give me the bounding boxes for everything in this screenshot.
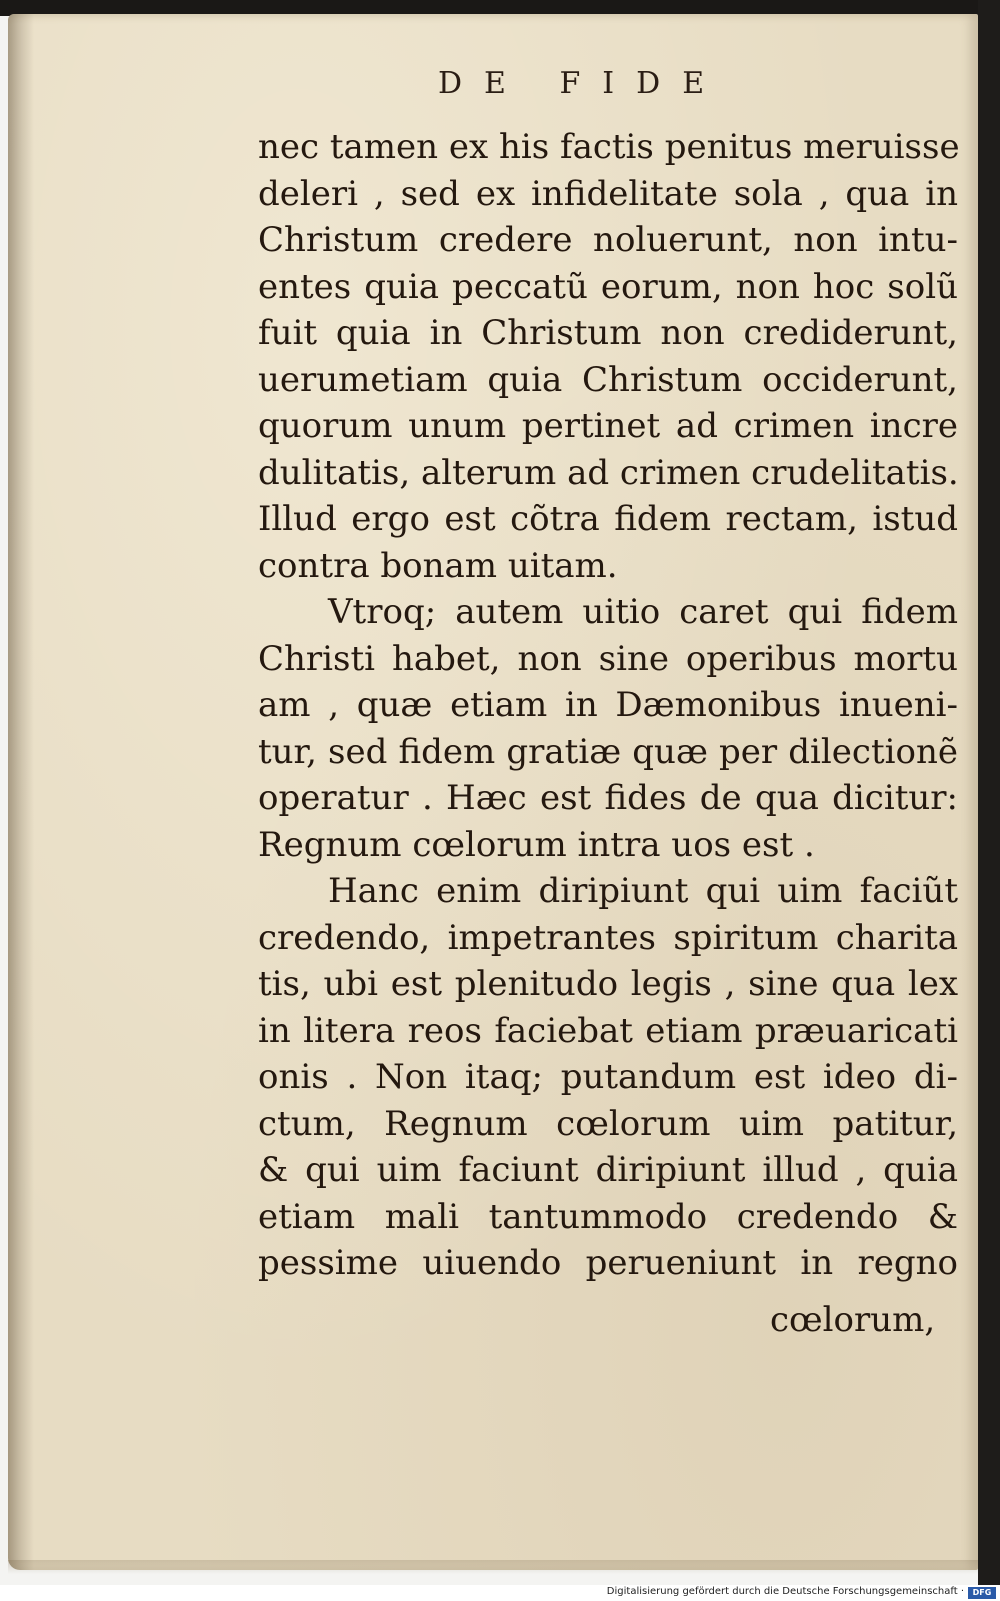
- catchword: cœlorum,: [770, 1300, 936, 1340]
- text-line: dulitatis, alterum ad crimen crudelitatis.: [258, 452, 959, 493]
- text-line: onis . Non itaq; putandum est ideo di-: [258, 1057, 958, 1097]
- body-text: [258, 124, 958, 1287]
- text-line: etiam mali tantummodo credendo &: [258, 1196, 958, 1237]
- text-line: quorum unum pertinet ad crimen incre: [258, 406, 958, 446]
- text-line: uerumetiam quia Christum occiderunt,: [258, 359, 958, 400]
- text-line: Christum credere noluerunt, non intu-: [258, 220, 958, 260]
- text-line: deleri , sed ex infidelitate sola , qua in: [258, 173, 958, 214]
- text-line: tur, sed fidem gratiæ quæ per dilectionẽ: [258, 731, 958, 772]
- text-line: & qui uim faciunt diripiunt illud , quia: [258, 1150, 958, 1190]
- paragraph-first-line: Hanc enim diripiunt qui uim faciũt: [328, 871, 958, 911]
- digitization-credit: Digitalisierung gefördert durch die Deutsche Forschungsgemeinschaft ·: [606, 1586, 964, 1597]
- text-line: ctum, Regnum cœlorum uim patitur,: [258, 1103, 958, 1144]
- spine-shadow: [8, 14, 34, 1570]
- text-line: credendo, impetrantes spiritum charita: [258, 917, 958, 958]
- dfg-logo: DFG: [968, 1587, 996, 1599]
- scan-right-edge: [978, 0, 1000, 1585]
- page-bottom-shadow: [8, 1560, 978, 1574]
- text-line: am , quæ etiam in Dæmonibus inueni-: [258, 685, 958, 725]
- text-line: pessime uiuendo perueniunt in regno: [258, 1243, 958, 1283]
- text-line: in litera reos faciebat etiam præuaricati: [258, 1010, 958, 1051]
- text-line: tis, ubi est plenitudo legis , sine qua lex: [258, 964, 958, 1004]
- text-line: operatur . Hæc est fides de qua dicitur:: [258, 778, 958, 818]
- paragraph-first-line: Vtroq; autem uitio caret qui fidem: [328, 592, 958, 632]
- text-line: Illud ergo est cõtra fidem rectam, istud: [258, 499, 958, 539]
- text-line: Christi habet, non sine operibus mortu: [258, 638, 958, 679]
- text-line: nec tamen ex his factis penitus meruisse: [258, 127, 960, 167]
- text-line: Regnum cœlorum intra uos est .: [258, 824, 815, 865]
- text-line: entes quia peccatũ eorum, non hoc solũ: [258, 266, 958, 307]
- running-head: DE FIDE: [438, 66, 727, 101]
- text-line: fuit quia in Christum non crediderunt,: [258, 313, 958, 353]
- text-line: contra bonam uitam.: [258, 545, 618, 586]
